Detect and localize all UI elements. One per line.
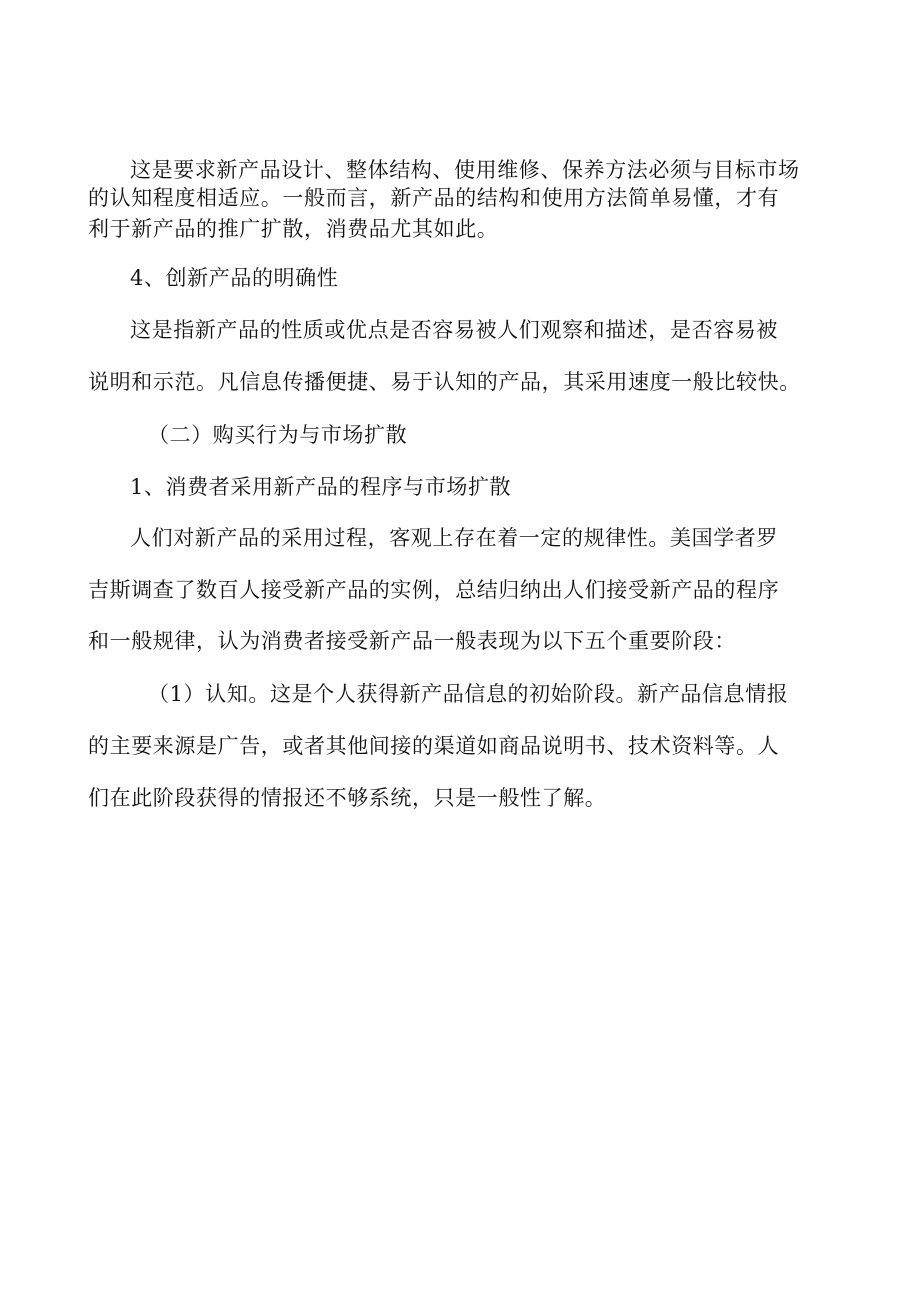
paragraph-line: （1）认知。这是个人获得新产品信息的初始阶段。新产品信息情报: [148, 682, 789, 706]
paragraph-line: 的主要来源是广告，或者其他间接的渠道如商品说明书、技术资料等。人: [88, 734, 780, 758]
paragraph-line: 这是指新产品的性质或优点是否容易被人们观察和描述，是否容易被: [130, 318, 778, 342]
paragraph-line: 们在此阶段获得的情报还不够系统，只是一般性了解。: [88, 786, 607, 810]
paragraph-line: 吉斯调查了数百人接受新产品的实例，总结归纳出人们接受新产品的程序: [88, 578, 780, 602]
section-heading: 1、消费者采用新产品的程序与市场扩散: [130, 475, 512, 499]
paragraph-line: 利于新产品的推广扩散，消费品尤其如此。: [88, 217, 499, 241]
paragraph-line: 这是要求新产品设计、整体结构、使用维修、保养方法必须与目标市场: [130, 158, 800, 182]
section-heading: 4、创新产品的明确性: [130, 266, 339, 290]
paragraph-line: 和一般规律，认为消费者接受新产品一般表现为以下五个重要阶段：: [88, 629, 736, 653]
paragraph-line: 人们对新产品的采用过程，客观上存在着一定的规律性。美国学者罗: [130, 526, 778, 550]
section-heading: （二）购买行为与市场扩散: [148, 423, 408, 447]
paragraph-line: 的认知程度相适应。一般而言，新产品的结构和使用方法简单易懂，才有: [88, 186, 780, 210]
paragraph-line: 说明和示范。凡信息传播便捷、易于认知的产品，其采用速度一般比较快。: [88, 370, 801, 394]
